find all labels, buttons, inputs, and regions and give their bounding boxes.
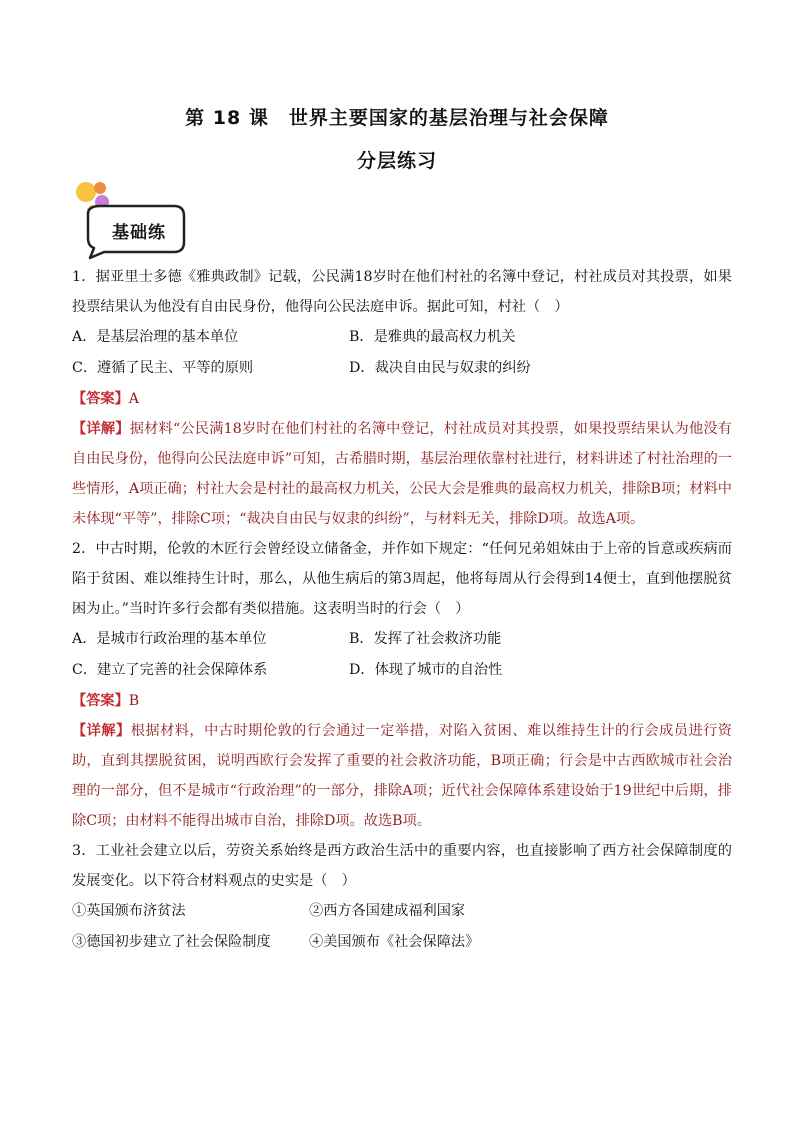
question-1-stem: 1．据亚里士多德《雅典政制》记载，公民满18岁时在他们村社的名簿中登记，村社成员对其投票，如果投票结果认为他没有自由民身份，他得向公民法庭申诉。据此可知，村社（ ）: [72, 269, 732, 315]
question-3-items-row-1: [72, 896, 732, 927]
question-2-option-d: D．体现了城市的自治性: [349, 662, 503, 678]
question-1-options-row-1: [72, 322, 732, 353]
question-2-options-row-2: [72, 655, 732, 686]
question-1-option-b: B．是雅典的最高权力机关: [349, 329, 516, 345]
section-badge: [70, 180, 190, 260]
lesson-title: 第 18 课 世界主要国家的基层治理与社会保障: [185, 107, 609, 129]
question-3-item-2: ②西方各国建成福利国家: [309, 903, 466, 919]
answer-value: B: [128, 693, 140, 709]
question-2-option-a: A．是城市行政治理的基本单位: [72, 631, 267, 647]
question-2-options-row-1: [72, 624, 732, 655]
question-2-option-b: B．发挥了社会救济功能: [349, 631, 502, 647]
question-list: [72, 262, 732, 958]
question-2-answer: [72, 686, 732, 716]
detail-tag: 【详解】: [72, 723, 131, 739]
answer-value: A: [128, 391, 140, 407]
question-3-stem: 3．工业社会建立以后，劳资关系始终是西方政治生活中的重要内容，也直接影响了西方社会保障制度的发展变化。以下符合材料观点的史实是（ ）: [72, 843, 732, 889]
detail-text: 据材料“公民满18岁时在他们村社的名簿中登记，村社成员对其投票，如果投票结果认为他没有自由民身份，他得向公民法庭申诉”可知，古希腊时期，基层治理依靠村社进行，材料讲述了村社治理的一些情形，A项正确；村社大会是村社的最高权力机关，公民大会是雅典的最高权力机关，排除B项；材料中未体现“平等”，排除C项；“裁决自由民与奴隶的纠纷”，与材料无关，排除D项。故选A项。: [72, 421, 732, 527]
answer-tag: 【答案】: [72, 693, 129, 709]
detail-text: 根据材料，中古时期伦敦的行会通过一定举措，对陷入贫困、难以维持生计的行会成员进行资助，直到其摆脱贫困，说明西欧行会发挥了重要的社会救济功能，B项正确；行会是中古西欧城市社会治理的一部分，但不是城市“行政治理”的一部分，排除A项；近代社会保障体系建设始于19世纪中后期，排除C项；由材料不能得出城市自治，排除D项。故选B项。: [72, 723, 732, 829]
question-1-option-a: A．是基层治理的基本单位: [72, 329, 239, 345]
question-1-option-c: C．遵循了民主、平等的原则: [72, 360, 254, 376]
detail-tag: 【详解】: [72, 421, 130, 437]
question-2-option-c: C．建立了完善的社会保障体系: [72, 662, 268, 678]
question-1-detail: [72, 414, 732, 534]
question-3-items-row-2: [72, 927, 732, 958]
question-1-options-row-2: [72, 353, 732, 384]
question-3-item-3: ③德国初步建立了社会保险制度: [72, 934, 271, 950]
answer-tag: 【答案】: [72, 391, 129, 407]
question-3-item-1: ①英国颁布济贫法: [72, 903, 186, 919]
lesson-subtitle: 分层练习: [356, 150, 437, 172]
question-2-detail: [72, 716, 732, 836]
section-badge-label: 基础练: [112, 223, 166, 243]
question-3-item-4: ④美国颁布《社会保障法》: [309, 934, 480, 950]
question-1-option-d: D．裁决自由民与奴隶的纠纷: [349, 360, 531, 376]
question-2-stem: 2．中古时期，伦敦的木匠行会曾经设立储备金，并作如下规定：“任何兄弟姐妹由于上帝的旨意或疾病而陷于贫困、难以维持生计时，那么，从他生病后的第3周起，他将每周从行会得到14便士，直到他摆脱贫困为止。”当时许多行会都有类似措施。这表明当时的行会（ ）: [72, 541, 732, 617]
question-1-answer: [72, 384, 732, 414]
